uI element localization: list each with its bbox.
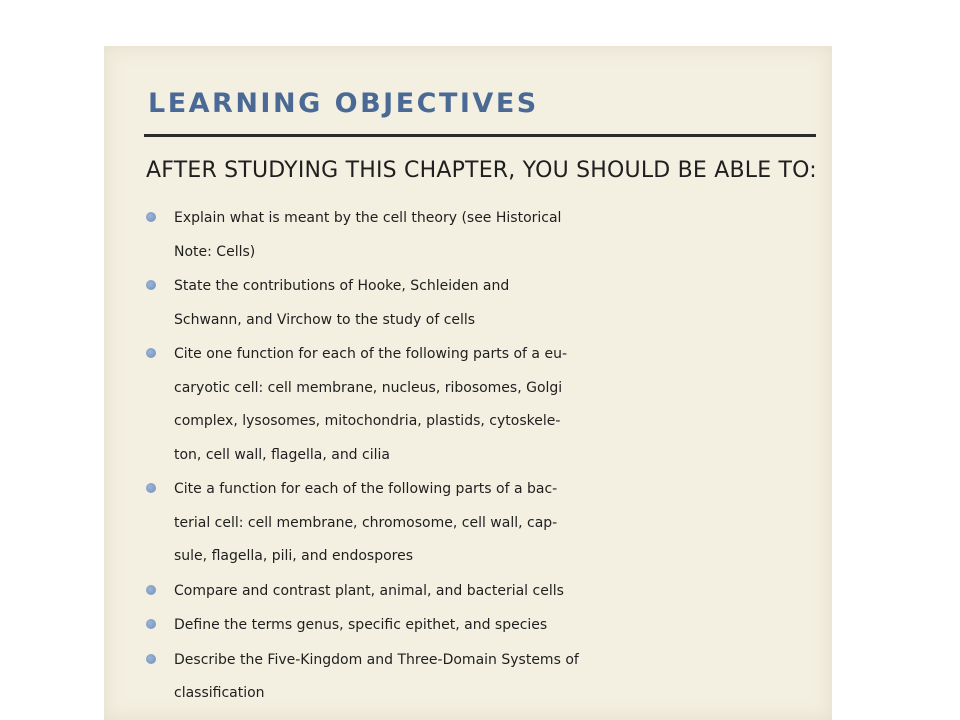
objective-line: Cite one function for each of the following parts of a eu- (174, 346, 567, 362)
objective-item (144, 202, 820, 269)
objective-line: Describe the Five-Kingdom and Three-Domain Systems of (174, 651, 579, 668)
objective-item (144, 609, 820, 643)
section-heading: LEARNING OBJECTIVES (148, 88, 539, 119)
bullet-icon (146, 212, 156, 222)
objective-line: State the contributions of Hooke, Schleiden and (174, 278, 510, 294)
objective-item (144, 644, 820, 711)
section-subheading: AFTER STUDYING THIS CHAPTER, YOU SHOULD BE ABLE TO: (146, 158, 817, 183)
bullet-icon (146, 585, 156, 595)
objective-item (144, 473, 820, 574)
objective-line: complex, lysosomes, mitochondria, plastids, cytoskele- (174, 413, 561, 429)
objective-line: terial cell: cell membrane, chromosome, cell wall, cap- (174, 514, 558, 531)
objective-line: classification (174, 685, 265, 701)
bullet-icon (146, 619, 156, 629)
objective-line: Cite a function for each of the following parts of a bac- (174, 481, 558, 497)
objective-line: sule, flagella, pili, and endospores (174, 548, 414, 564)
bullet-icon (146, 654, 156, 664)
objective-line: Note: Cells) (174, 243, 256, 260)
objective-line: ton, cell wall, flagella, and cilia (174, 446, 390, 463)
bullet-icon (146, 348, 156, 358)
objective-line: Define the terms genus, specific epithet, and species (174, 617, 548, 633)
objective-line: Schwann, and Virchow to the study of cells (174, 311, 476, 328)
bullet-icon (146, 483, 156, 493)
textbook-page (104, 46, 832, 720)
objective-item (144, 575, 820, 609)
objective-item (144, 270, 820, 337)
objective-item (144, 338, 820, 472)
objective-line: Explain what is meant by the cell theory (see Historical (174, 210, 562, 226)
heading-rule (144, 134, 816, 137)
objective-line: Compare and contrast plant, animal, and bacterial cells (174, 582, 564, 599)
objectives-list (144, 202, 820, 712)
objective-line: caryotic cell: cell membrane, nucleus, ribosomes, Golgi (174, 379, 563, 396)
bullet-icon (146, 280, 156, 290)
